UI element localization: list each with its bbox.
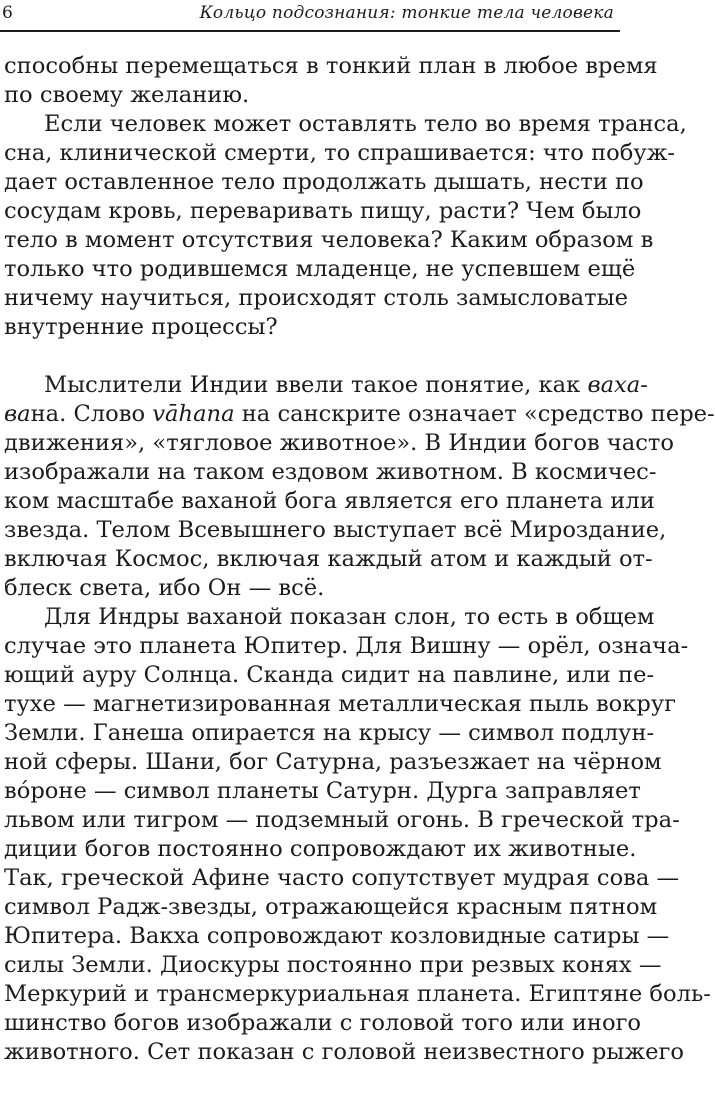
text-line: звезда. Телом Всевышнего выступает всё Мироздание, (4, 517, 667, 543)
text-line: изображали на таком ездовом животном. В космичес- (4, 459, 657, 485)
page-header (0, 0, 620, 30)
text-line: вóроне — символ планеты Сатурн. Дурга заправляет (4, 778, 641, 804)
text-line: ющий ауру Солнца. Сканда сидит на павлине, или пе- (4, 662, 655, 688)
text-line: Юпитера. Вакха сопровождают козловидные сатиры — (4, 923, 670, 949)
text-line: сна, клинической смерти, то спрашивается: что побуж- (4, 140, 676, 166)
text-line: силы Земли. Диоскуры постоянно при резвых конях — (4, 952, 662, 978)
text-line: ничему научиться, происходят столь замысловатые (4, 285, 628, 311)
text-line: ком масштабе ваханой бога является его планета или (4, 488, 655, 514)
header-rule (0, 30, 620, 32)
page-number: 6 (2, 3, 13, 23)
text-line: диции богов постоянно сопровождают их животные. (4, 836, 637, 862)
text-line: блеск света, ибо Он — всё. (4, 575, 325, 601)
text-line: внутренние процессы? (4, 314, 278, 340)
text-line: только что родившемся младенце, не успевшем ещё (4, 256, 636, 282)
text-line: способны перемещаться в тонкий план в любое время (4, 53, 658, 79)
text-line: случае это планета Юпитер. Для Вишну — орёл, означа- (4, 633, 689, 659)
text-line: шинство богов изображали с головой того или иного (4, 1010, 642, 1036)
text-line: Так, греческой Афине часто сопутствует мудрая сова — (4, 865, 680, 891)
running-title: Кольцо подсознания: тонкие тела человека (199, 3, 614, 23)
text-line: включая Космос, включая каждый атом и каждый от- (4, 546, 653, 572)
text-line: дает оставленное тело продолжать дышать, нести по (4, 169, 644, 195)
text-line: сосудам кровь, переваривать пищу, расти? Чем было (4, 198, 642, 224)
text-line: львом или тигром — подземный огонь. В греческой тра- (4, 807, 680, 833)
text-line: Земли. Ганеша опирается на крысу — символ подлун- (4, 720, 655, 746)
text-line: тело в момент отсутствия человека? Каким образом в (4, 227, 654, 253)
text-line: животного. Сет показан с головой неизвестного рыжего (4, 1039, 684, 1065)
text-line: ной сферы. Шани, бог Сатурна, разъезжает на чёрном (4, 749, 662, 775)
text-line: по своему желанию. (4, 82, 250, 108)
text-line: движения», «тягловое животное». В Индии богов часто (4, 430, 675, 456)
text-line: Для Индры ваханой показан слон, то есть в общем (44, 604, 655, 630)
text-line: Меркурий и трансмеркуриальная планета. Египтяне боль- (4, 981, 711, 1007)
text-line: вана. Слово vāhana на санскрите означает «средство пере- (4, 401, 715, 427)
text-line: тухе — магнетизированная металлическая пыль вокруг (4, 691, 676, 717)
text-line: Если человек может оставлять тело во время транса, (44, 111, 687, 137)
text-line: Мыслители Индии ввели такое понятие, как ваха- (44, 372, 648, 398)
text-line: символ Радж-звезды, отражающейся красным пятном (4, 894, 658, 920)
